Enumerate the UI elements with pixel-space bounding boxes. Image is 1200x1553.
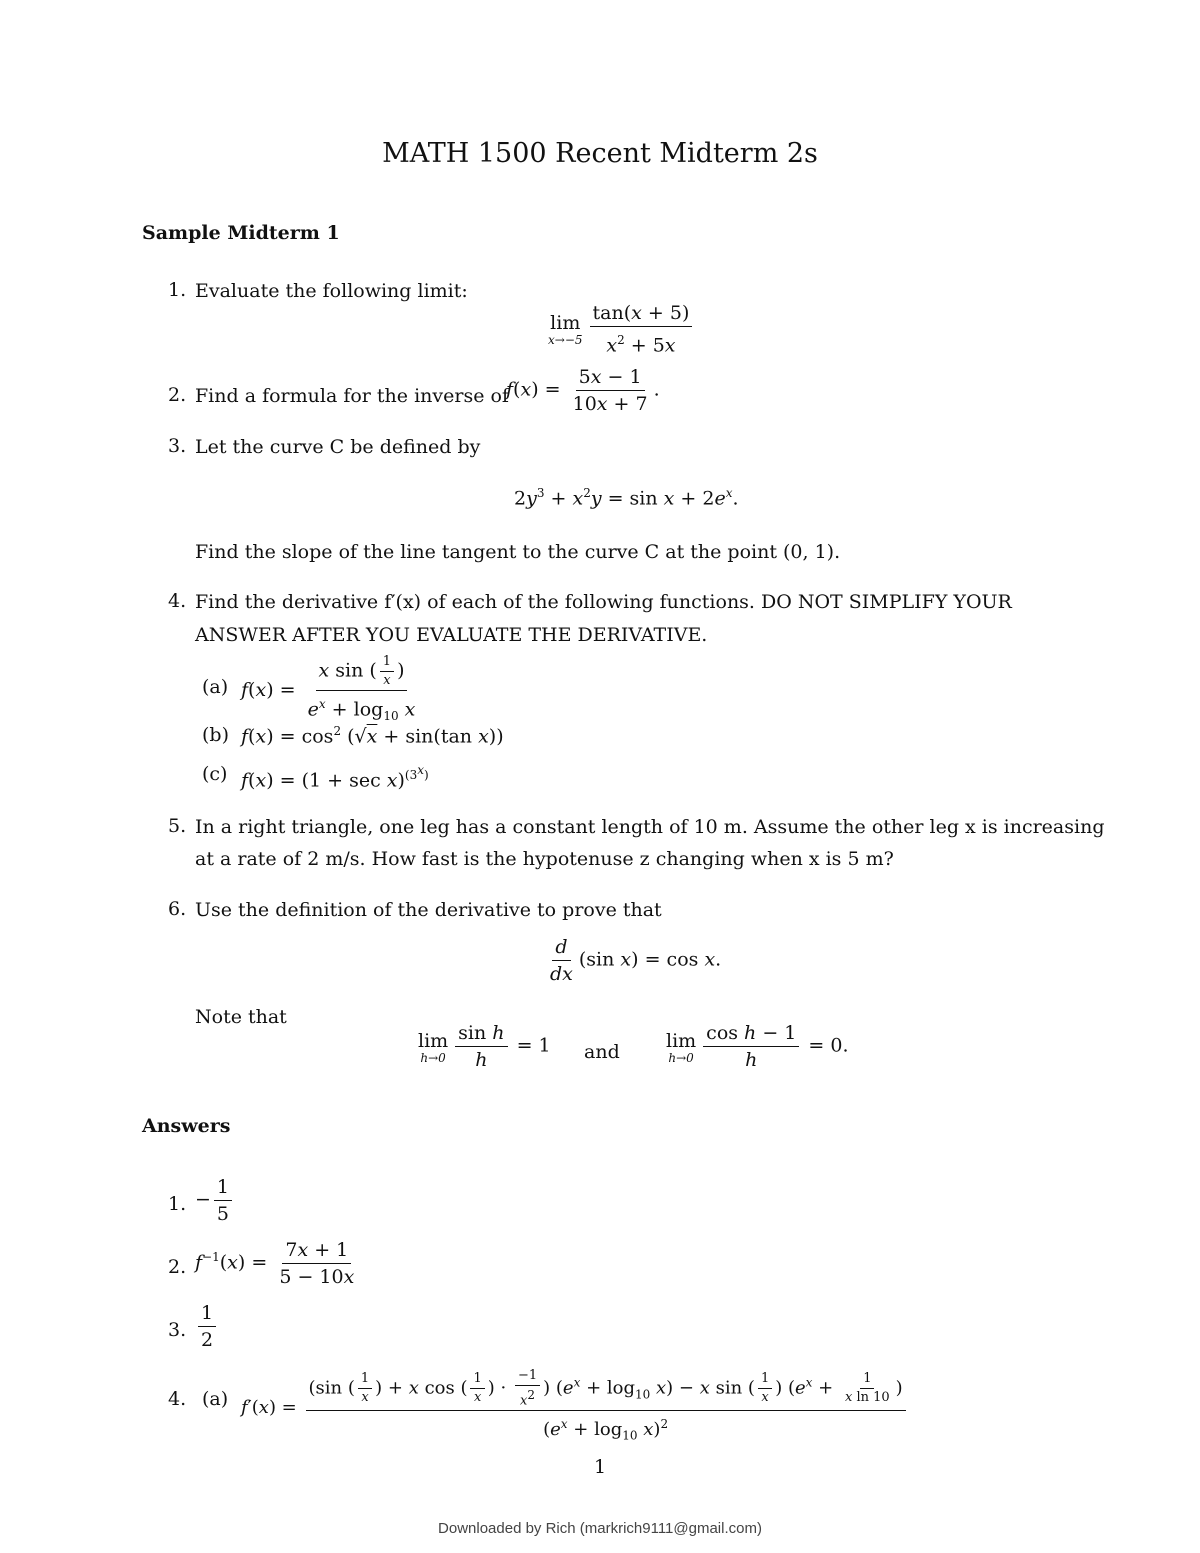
section-heading-answers: Answers — [142, 1115, 231, 1137]
question-4-part-a-label: (a) — [202, 676, 229, 698]
question-number-6: 6. — [168, 898, 187, 920]
question-1-text: Evaluate the following limit: — [195, 280, 468, 302]
answer-number-4: 4. — [168, 1388, 187, 1410]
question-3-curve-equation: $2y^3 + x^2y = \sin x + 2e^x$. — [514, 486, 739, 510]
question-2-text: Find a formula for the inverse of — [195, 385, 509, 407]
download-footer: Downloaded by Rich (markrich9111@gmail.com) — [438, 1520, 762, 1537]
question-6-derivative-identity: $\frac{d}{dx}$ (sin x) = cos x. — [550, 936, 722, 985]
question-number-3: 3. — [168, 435, 187, 457]
question-3-text: Let the curve C be defined by — [195, 436, 481, 458]
question-2-function-expression: f(x) = $\frac{5x - 1}{10x + 7}$ . — [506, 366, 660, 415]
question-number-4: 4. — [168, 590, 187, 612]
answer-4-part-a-expression: f′(x) = (sin ( $\frac{1}{x}$ ) + x cos ( $\frac{1}{x}$ ) · $\frac{-1}{x^2}$ ) $(e^x + \log_{10} x) - x$ sin ( $\frac{1}{x}$ ) ($e^x$ + $\frac{1}{\text{x ln 10}}$ ) $(e^x + \log_{10} x)^2$ — [241, 1369, 909, 1447]
question-4-line-1: Find the derivative f′(x) of each of the following functions. DO NOT SIMPLIFY YOUR — [195, 591, 1012, 613]
question-4-part-a-expression: f(x) = x sin ( $\frac{1}{x}$ ) $e^x + \log_{10} x$ — [241, 654, 416, 724]
question-3-followup: Find the slope of the line tangent to the curve C at the point (0, 1). — [195, 541, 841, 563]
question-4-part-b-label: (b) — [202, 724, 229, 746]
question-number-5: 5. — [168, 815, 187, 837]
answer-3-expression: $\frac{1}{2}$ — [195, 1302, 219, 1351]
question-4-part-c-expression: $f(x) = (1 + \sec x)^{(3^x)}$ — [241, 763, 429, 792]
answer-4-part-a-label: (a) — [202, 1388, 229, 1410]
answer-number-2: 2. — [168, 1256, 187, 1278]
question-6-and: and — [584, 1041, 620, 1063]
question-4-part-c-label: (c) — [202, 763, 228, 785]
answer-number-3: 3. — [168, 1319, 187, 1341]
question-5-line-1: In a right triangle, one leg has a constant length of 10 m. Assume the other leg x is increasing — [195, 816, 1105, 838]
section-heading-sample-midterm: Sample Midterm 1 — [142, 222, 340, 244]
question-6-note: Note that — [195, 1006, 287, 1028]
answer-number-1: 1. — [168, 1193, 187, 1215]
page-title: MATH 1500 Recent Midterm 2s — [382, 138, 818, 169]
question-number-1: 1. — [168, 279, 187, 301]
question-4-part-b-expression: $f(x) = \cos^2 (√x + \sin(\tan$ x)) — [241, 724, 504, 748]
question-6-sin-limit: lim h→0 $\frac{\text{sin h}}{h}$ = 1 — [418, 1022, 551, 1071]
question-4-line-2: ANSWER AFTER YOU EVALUATE THE DERIVATIVE. — [195, 624, 708, 646]
question-number-2: 2. — [168, 384, 187, 406]
question-1-limit-expression: lim x→−5 $\frac{\tan(x + 5)}{x^2 + 5x}$ — [548, 302, 695, 356]
answer-1-expression: − $\frac{1}{5}$ — [195, 1176, 235, 1225]
page-number: 1 — [593, 1456, 607, 1478]
question-6-cos-limit: lim h→0 $\frac{\text{cos h − 1}}{h}$ = 0. — [666, 1022, 849, 1071]
question-6-text: Use the definition of the derivative to prove that — [195, 899, 662, 921]
answer-2-expression: $f^{-1}(x)$ = $\frac{7x + 1}{5 - 10x}$ — [195, 1239, 355, 1288]
question-5-line-2: at a rate of 2 m/s. How fast is the hypotenuse z changing when x is 5 m? — [195, 848, 894, 870]
